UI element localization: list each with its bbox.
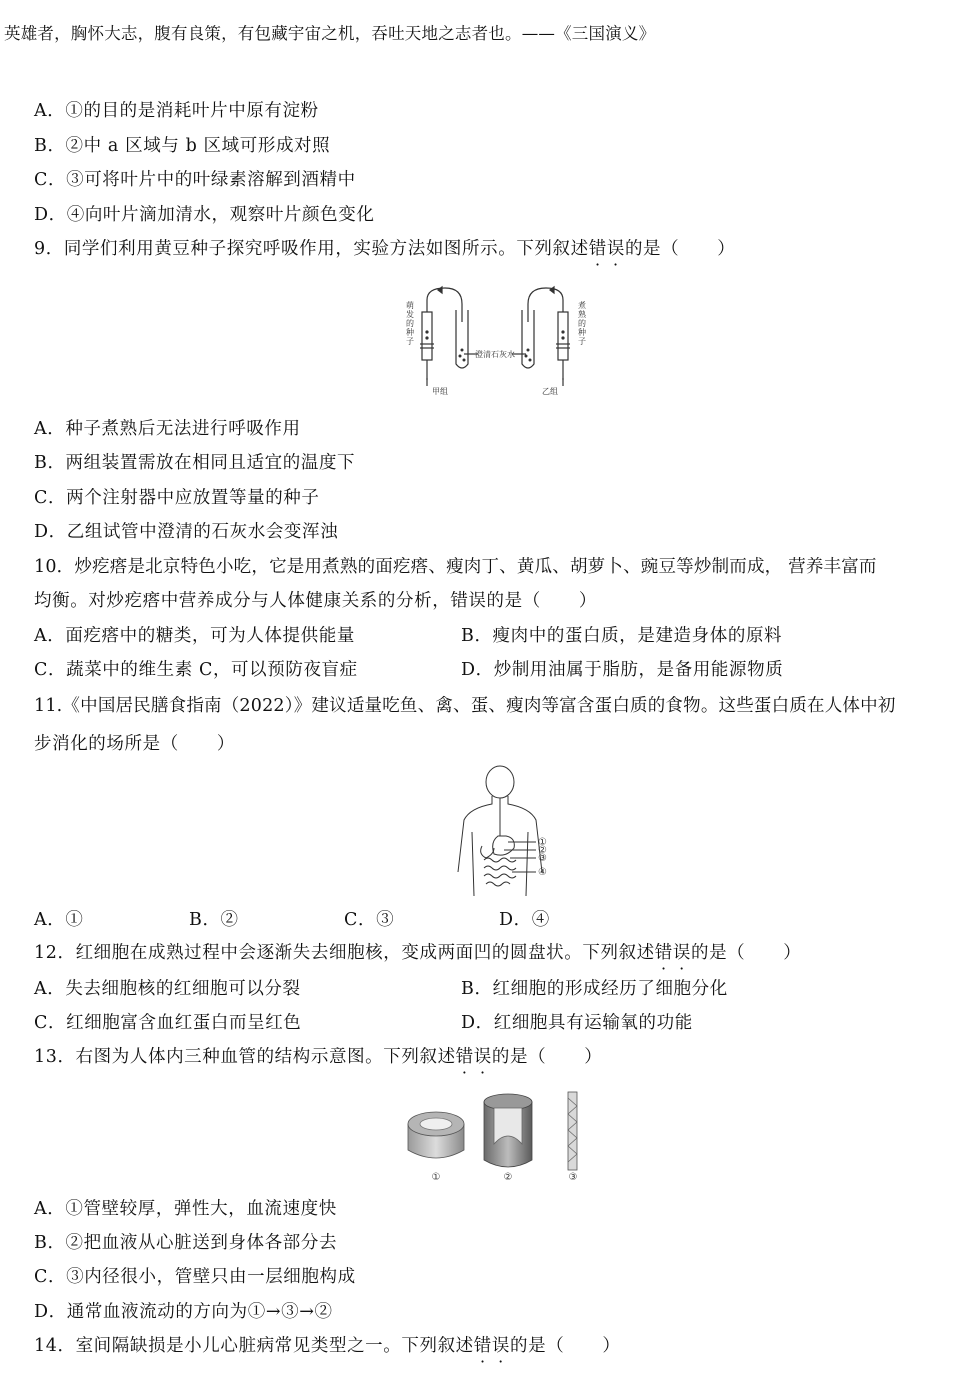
q10-option-a: A．面疙瘩中的糖类，可为人体提供能量	[34, 626, 355, 646]
q9-emph-char-1: 错	[588, 239, 607, 259]
q12-stem	[34, 942, 801, 964]
q14-stem-end: 的是（	[510, 1336, 565, 1356]
q9-experiment-figure	[400, 282, 590, 398]
q12-emphasis	[655, 943, 691, 963]
q9-stem-text: 9．同学们利用黄豆种子探究呼吸作用，实验方法如图所示。下列叙述	[34, 239, 589, 259]
label-boiled-seeds: 煮熟的种子	[578, 301, 586, 346]
q14-emph-char-2: 误	[491, 1336, 510, 1356]
fig-label-4: ④	[538, 867, 547, 878]
q9-stem	[34, 238, 735, 260]
q9-paren-close: ）	[717, 239, 736, 259]
label-limewater: 澄清石灰水	[475, 350, 515, 359]
head-outline	[486, 766, 514, 798]
right-syringe-barrel	[558, 312, 568, 360]
q10-option-d: D．炒制用油属于脂肪，是备用能源物质	[461, 660, 784, 680]
q13-option-c: C．③内径很小，管壁只由一层细胞构成	[34, 1267, 356, 1287]
q10-emphasis: 错误	[450, 591, 487, 611]
q14-stem	[34, 1335, 620, 1357]
q14-paren-close: ）	[602, 1336, 621, 1356]
q9-emphasis	[589, 239, 625, 259]
fig-label-2: ②	[538, 845, 547, 856]
q11-paren-close: ）	[216, 734, 235, 754]
q13-option-b: B．②把血液从心脏送到身体各部分去	[34, 1233, 338, 1253]
q8-option-c: C．③可将叶片中的叶绿素溶解到酒精中	[34, 170, 356, 190]
q10-stem-line1: 10．炒疙瘩是北京特色小吃，它是用煮熟的面疙瘩、瘦肉丁、黄瓜、胡萝卜、豌豆等炒制而成， 营养丰富而	[34, 557, 877, 577]
label-group-b: 乙组	[542, 387, 558, 396]
q8-option-d: D．④向叶片滴加清水，观察叶片颜色变化	[34, 205, 375, 225]
q9-option-d: D．乙组试管中澄清的石灰水会变浑浊	[34, 522, 339, 542]
q12-stem-text: 12．红细胞在成熟过程中会逐渐失去细胞核，变成两面凹的圆盘状。下列叙述	[34, 943, 655, 963]
q9-emph-char-2: 误	[606, 239, 625, 259]
q14-emph-char-1: 错	[473, 1336, 492, 1356]
vein-illustration	[484, 1094, 532, 1167]
q13-option-a: A．①管壁较厚，弹性大，血流速度快	[34, 1199, 337, 1219]
q12-option-d: D．红细胞具有运输氧的功能	[461, 1013, 693, 1033]
q13-stem-end: 的是（	[491, 1047, 547, 1067]
q11-option-d: D．④	[499, 910, 550, 930]
q13-emph-char-2: 误	[473, 1047, 492, 1067]
q10-stem-line2	[34, 590, 597, 612]
q9-stem-end: 的是（	[624, 239, 680, 259]
q11-stem-line1: 11.《中国居民膳食指南（2022）》建议适量吃鱼、禽、蛋、瘦肉等富含蛋白质的食物。这些蛋白质在人体中初	[34, 696, 896, 716]
q12-emph-char-1: 错	[654, 943, 673, 963]
q11-option-a: A．①	[34, 910, 84, 930]
q11-stem-line2	[34, 733, 235, 755]
liver	[481, 846, 494, 858]
q13-emph-char-1: 错	[455, 1047, 474, 1067]
left-syringe-barrel	[422, 312, 432, 360]
capillary-illustration	[568, 1092, 577, 1170]
fig-label-1: ①	[538, 837, 547, 848]
vessel-label-2: ②	[503, 1172, 513, 1183]
q14-stem-text: 14．室间隔缺损是小儿心脏病常见类型之一。下列叙述	[34, 1336, 474, 1356]
q11-option-c: C．③	[344, 910, 395, 930]
q13-option-d: D．通常血液流动的方向为①→③→②	[34, 1302, 333, 1322]
q12-paren-close: ）	[783, 943, 802, 963]
q9-option-c: C．两个注射器中应放置等量的种子	[34, 488, 320, 508]
q13-stem	[34, 1046, 602, 1068]
q9-option-a: A．种子煮熟后无法进行呼吸作用	[34, 419, 301, 439]
q10-option-c: C．蔬菜中的维生素 C，可以预防夜盲症	[34, 660, 358, 680]
q13-stem-text: 13．右图为人体内三种血管的结构示意图。下列叙述	[34, 1047, 456, 1067]
q13-paren-close: ）	[584, 1047, 603, 1067]
vessel-label-1: ①	[431, 1172, 441, 1183]
header-quote: 英雄者，胸怀大志，腹有良策，有包藏宇宙之机，吞吐天地之志者也。——《三国演义》	[4, 24, 656, 43]
artery-illustration	[408, 1112, 464, 1158]
q12-emph-char-2: 误	[672, 943, 691, 963]
stomach	[493, 836, 515, 855]
q8-option-b: B．②中 a 区域与 b 区域可形成对照	[34, 136, 331, 156]
vessel-label-3: ③	[568, 1172, 578, 1183]
q8-option-a: A．①的目的是消耗叶片中原有淀粉	[34, 101, 319, 121]
intestines	[484, 858, 516, 886]
q12-option-b: B．红细胞的形成经历了细胞分化	[461, 979, 728, 999]
q14-emphasis	[474, 1336, 510, 1356]
q13-blood-vessels-figure	[400, 1088, 600, 1184]
label-group-a: 甲组	[432, 387, 448, 396]
label-germinating-seeds: 萌发的种子	[406, 301, 414, 346]
q13-emphasis	[456, 1047, 492, 1067]
q12-option-c: C．红细胞富含血红蛋白而呈红色	[34, 1013, 302, 1033]
q10-paren-close: ）	[578, 591, 597, 611]
q11-stem-text: 步消化的场所是（	[34, 734, 179, 754]
q9-option-b: B．两组装置需放在相同且适宜的温度下	[34, 453, 356, 473]
q11-digestive-figure	[450, 762, 560, 902]
q10-option-b: B．瘦肉中的蛋白质，是建造身体的原料	[461, 626, 783, 646]
q12-option-a: A．失去细胞核的红细胞可以分裂	[34, 979, 301, 999]
fig-label-3: ③	[538, 853, 547, 864]
q10-stem-text: 均衡。对炒疙瘩中营养成分与人体健康关系的分析，	[34, 591, 451, 611]
q11-option-b: B．②	[189, 910, 239, 930]
q10-stem-end: 的是（	[486, 591, 541, 611]
q12-stem-end: 的是（	[690, 943, 746, 963]
